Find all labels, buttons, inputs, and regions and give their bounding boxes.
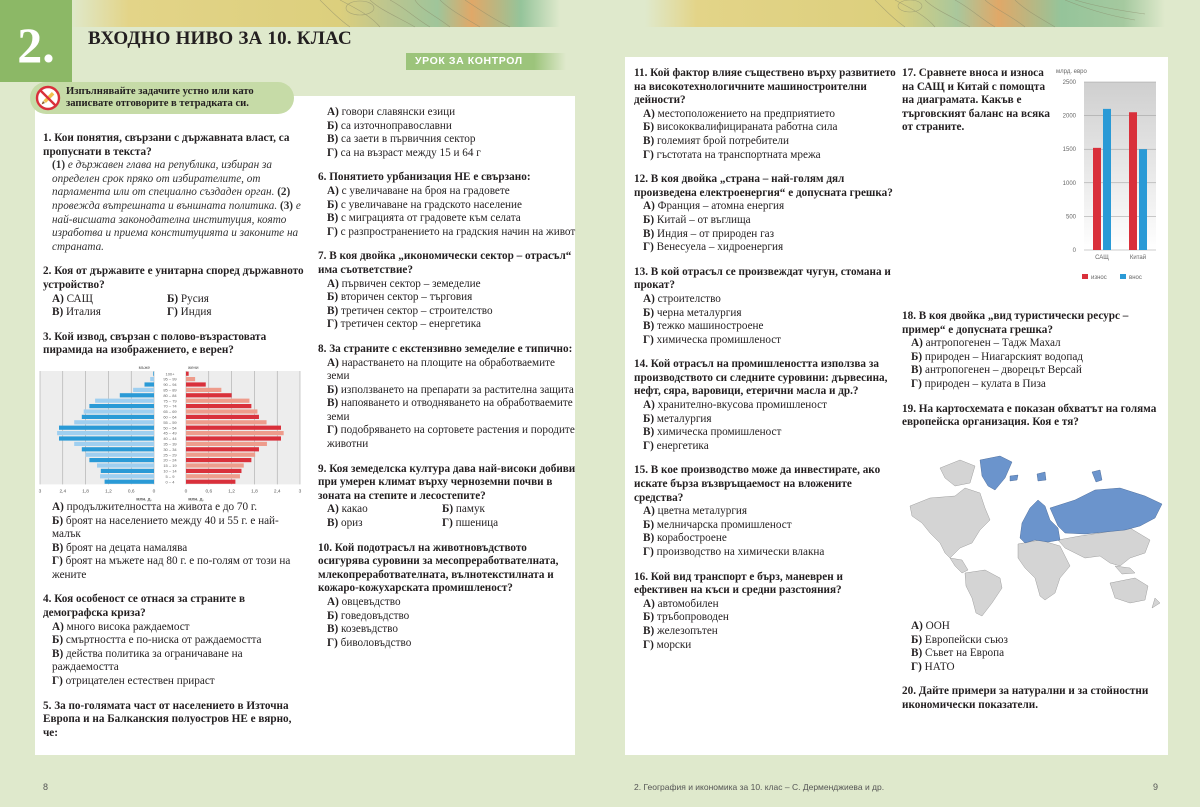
question-19-options (902, 620, 1164, 674)
trade-bar-chart (1052, 66, 1162, 291)
svg-text:1500: 1500 (1062, 147, 1076, 154)
option-d[interactable]: Г) Индия (167, 306, 212, 319)
option-d[interactable]: Г) природен – кулата в Пиза (911, 377, 1046, 390)
option-c[interactable]: В) козевъдство (327, 623, 398, 636)
svg-text:3: 3 (38, 489, 42, 495)
svg-text:10 – 14: 10 – 14 (163, 468, 177, 474)
svg-text:САЩ: САЩ (1095, 255, 1109, 261)
svg-text:1,2: 1,2 (105, 489, 112, 495)
contour-map-decoration (645, 0, 1165, 27)
option-b[interactable]: Б) използването на препарати за растителна защита (327, 383, 574, 396)
question-title: 2. Коя от държавите е унитарна според държавното устройство? (43, 265, 304, 291)
left-page-number: 8 (43, 782, 49, 792)
right-column-2 (902, 310, 1164, 441)
question-17 (902, 67, 1052, 135)
svg-text:5 – 9: 5 – 9 (165, 473, 175, 479)
question-title: 3. Кой извод, свързан с полово-възрастовата пирамида на изображението, е верен? (43, 330, 267, 357)
svg-text:90 – 94: 90 – 94 (163, 382, 177, 388)
option-b[interactable]: Б) с увеличаване на градското население (327, 198, 522, 211)
svg-text:мъже: мъже (138, 364, 150, 370)
question-5-options (318, 106, 580, 160)
question-title: 18. В коя двойка „вид туристически ресурс – пример“ е допусната грешка? (902, 310, 1129, 336)
option-a[interactable]: А) говори славянски езици (327, 106, 456, 118)
option-b[interactable]: Б) металургия (643, 412, 712, 425)
svg-text:95 – 99: 95 – 99 (163, 376, 177, 382)
question-5 (43, 700, 305, 741)
svg-text:30 – 34: 30 – 34 (163, 446, 177, 452)
question-9 (318, 463, 580, 531)
option-b[interactable]: Б) вторичен сектор – търговия (327, 291, 473, 304)
no-writing-icon (35, 85, 61, 111)
svg-text:60 – 64: 60 – 64 (163, 414, 177, 420)
option-d[interactable]: Г) броят на мъжете над 80 г. е по-голям от този на жените (52, 555, 291, 581)
right-page-number: 9 (1153, 782, 1159, 792)
svg-text:100+: 100+ (165, 371, 175, 377)
question-13 (634, 266, 896, 348)
option-a[interactable]: А) продължителността на живота е до 70 г. (52, 500, 258, 513)
option-c[interactable]: В) третичен сектор – строителство (327, 304, 493, 317)
option-a[interactable]: А) строителство (643, 292, 721, 305)
option-a[interactable]: А) цветна металургия (643, 505, 748, 518)
svg-text:2000: 2000 (1062, 113, 1076, 120)
option-d[interactable]: Г) подобряването на сортовете растения и породите животни (327, 424, 575, 451)
svg-text:2,4: 2,4 (59, 489, 67, 495)
option-c[interactable]: В) Индия – от природен газ (643, 227, 775, 240)
option-b[interactable]: Б) памук (442, 503, 485, 516)
option-c[interactable]: В) корабостроене (643, 532, 727, 545)
question-title: 12. В коя двойка „страна – най-голям дял произведена електроенергия“ е допусната грешка? (634, 173, 893, 199)
option-d[interactable]: Г) биволовъдство (327, 636, 412, 649)
option-b[interactable]: Б) Китай – от въглища (643, 213, 751, 226)
svg-text:0: 0 (184, 489, 188, 495)
option-b[interactable]: Б) говедовъдство (327, 609, 410, 622)
world-map (900, 448, 1170, 618)
question-title: 14. Кой отрасъл на промишлеността използва за производството си следните суровини: дървесина, нефт, сяра, варовици, етерични масла и др.? (634, 358, 888, 398)
option-a[interactable]: А) антропогенен – Тадж Махал (911, 337, 1061, 350)
question-title: 6. Понятието урбанизация НЕ е свързано: (318, 171, 531, 184)
question-2 (43, 265, 305, 319)
header-banner-right (645, 0, 1165, 27)
svg-text:35 – 39: 35 – 39 (163, 441, 177, 447)
question-3 (38, 330, 305, 583)
option-c[interactable]: В) са заети в първичния сектор (327, 133, 476, 146)
svg-text:1000: 1000 (1062, 180, 1076, 187)
left-column (38, 132, 305, 751)
question-7 (318, 250, 580, 332)
chapter-number: 2. (0, 0, 72, 82)
option-a[interactable]: А) много висока раждаемост (52, 620, 190, 633)
option-a[interactable]: А) какао (327, 503, 368, 516)
question-title: 20. Дайте примери за натурални и за стойностни икономически показатели. (902, 685, 1149, 711)
svg-text:40 – 44: 40 – 44 (163, 436, 177, 442)
question-1 (43, 132, 305, 254)
option-a[interactable]: А) овцевъдство (327, 596, 401, 608)
question-title: 7. В коя двойка „икономически сектор – отрасъл“ има съответствие? (318, 250, 572, 276)
option-d[interactable]: Г) са на възраст между 15 и 64 г (327, 146, 481, 159)
option-a[interactable]: А) автомобилен (643, 597, 719, 610)
question-title: 8. За страните с екстензивно земеделие е типично: (318, 342, 573, 355)
svg-text:70 – 74: 70 – 74 (163, 403, 177, 409)
question-18 (902, 310, 1164, 392)
question-12 (634, 173, 896, 255)
option-d[interactable]: Г) Венесуела – хидроенергия (643, 241, 784, 254)
option-b[interactable]: Б) броят на населението между 40 и 55 г. е най-малък (52, 514, 279, 541)
option-c[interactable]: В) действа политика за ограничаване на раждаемостта (52, 647, 243, 674)
option-d[interactable]: Г) морски (643, 638, 692, 651)
option-d[interactable]: Г) с разпространението на градския начин на живот (327, 225, 576, 238)
svg-text:20 – 24: 20 – 24 (163, 457, 177, 463)
svg-text:500: 500 (1065, 214, 1076, 221)
question-20 (902, 685, 1164, 712)
option-c[interactable]: В) Италия (52, 306, 101, 319)
header-banner-left (70, 0, 560, 27)
svg-text:1,8: 1,8 (251, 489, 258, 495)
option-d[interactable]: Г) третичен сектор – енергетика (327, 318, 481, 331)
svg-text:55 – 59: 55 – 59 (163, 419, 177, 425)
svg-text:2,4: 2,4 (273, 489, 281, 495)
question-4 (43, 593, 305, 688)
svg-text:25 – 29: 25 – 29 (163, 452, 177, 458)
population-pyramid-chart (36, 363, 304, 502)
question-title: 13. В кой отрасъл се произвеждат чугун, стомана и прокат? (634, 265, 891, 292)
option-b[interactable]: Б) смъртността е по-ниска от раждаемостта (52, 634, 262, 647)
svg-text:15 – 19: 15 – 19 (163, 463, 177, 469)
question-11 (634, 67, 896, 162)
svg-text:Китай: Китай (1129, 255, 1147, 261)
contour-map-decoration (70, 0, 560, 27)
option-b[interactable]: Б) висококвалифицираната работна сила (643, 121, 838, 134)
svg-text:45 – 49: 45 – 49 (163, 430, 177, 436)
option-b[interactable]: Б) са източноправославни (327, 119, 452, 132)
svg-text:внос: внос (1129, 275, 1142, 281)
question-title: 15. В кое производство може да инвестирате, ако искате бърза възвръщаемост на вложените средства? (634, 464, 881, 504)
question-title: 17. Сравнете вноса и износа на САЩ и Китай с помощта на диаграмата. Какъв е търговският баланс на всяка от страните. (902, 67, 1051, 134)
option-c[interactable]: В) броят на децата намалява (52, 541, 188, 554)
svg-text:2500: 2500 (1062, 80, 1076, 86)
option-c[interactable]: В) антропогенен – дворецът Версай (911, 364, 1082, 377)
option-c[interactable]: В) големият брой потребители (643, 134, 789, 147)
svg-text:жени: жени (188, 364, 199, 370)
instruction-note (30, 82, 294, 114)
option-b[interactable]: Б) тръбопроводен (643, 611, 729, 624)
question-title: 5. За по-голямата част от населението в Източна Европа и на Балканския полуостров НЕ е вярно, че: (43, 699, 292, 739)
option-c[interactable]: В) железопътен (643, 624, 718, 637)
svg-text:0: 0 (1072, 248, 1076, 254)
option-b[interactable]: Б) мелничарска промишленост (643, 518, 792, 531)
option-a[interactable]: А) хранително-вкусова промишленост (643, 399, 827, 412)
instruction-text: Изпълнявайте задачите устно или като записвате отговорите в тетрадката си. (66, 85, 254, 109)
question-1-text: (1) е държавен глава на република, избиран за определен срок пряко от избирателите, от парламента или от специално създаден орган. (2) провежда вътрешната и външната политика. (3) е най-висшата законодателна институция, която изработва и приема конституцията и законите на страната. (52, 159, 301, 253)
option-b[interactable]: Б) Европейски съюз (911, 633, 1008, 646)
option-d[interactable]: Г) отрицателен естествен прираст (52, 675, 215, 688)
question-14 (634, 358, 896, 453)
svg-text:0: 0 (152, 489, 156, 495)
svg-text:0,6: 0,6 (205, 489, 213, 495)
option-a[interactable]: А) местоположението на предприятието (643, 107, 835, 120)
option-c[interactable]: В) ориз (327, 517, 363, 530)
option-d[interactable]: Г) пшеница (442, 517, 499, 530)
question-16 (634, 571, 896, 653)
option-d[interactable]: Г) производство на химически влакна (643, 546, 825, 558)
lesson-tag: УРОК ЗА КОНТРОЛ (406, 53, 566, 70)
svg-text:85 – 89: 85 – 89 (163, 387, 177, 393)
option-d[interactable]: Г) енергетика (643, 439, 709, 452)
svg-text:млн. д.: млн. д. (188, 496, 204, 502)
question-title: 1. Кои понятия, свързани с държавната власт, са пропуснати в текста? (43, 132, 290, 158)
option-c[interactable]: В) химическа промишленост (643, 426, 782, 439)
question-19 (902, 403, 1164, 430)
right-column-1 (634, 67, 896, 663)
option-c[interactable]: В) напояването и отводняването на обработваемите земи (327, 397, 573, 423)
option-b[interactable]: Б) черна металургия (643, 306, 742, 319)
option-c[interactable]: В) тежко машиностроене (643, 320, 764, 333)
question-title: 19. На картосхемата е показан обхватът на голяма европейска организация. Коя е тя? (902, 402, 1157, 429)
svg-text:млрд. евро: млрд. евро (1056, 69, 1087, 75)
right-column-3 (902, 620, 1164, 724)
option-a[interactable]: А) първичен сектор – земеделие (327, 277, 481, 290)
middle-column (318, 106, 580, 661)
svg-text:износ: износ (1091, 275, 1107, 281)
trade-bar-chart-svg (1052, 66, 1162, 291)
question-title: 9. Коя земеделска култура дава най-високи добиви при умерен климат върху черноземни почви в зоната на степите и лесостепите? (318, 462, 576, 502)
question-title: 10. Кой подотрасъл на животновъдството осигурява суровини за месопреработвателната, млекопреработвателната, вълнотекстилната и кожаро-кожухарската промишленост? (318, 541, 559, 595)
option-d[interactable]: Г) гъстотата на транспортната мрежа (643, 148, 821, 161)
option-d[interactable]: Г) химическа промишленост (643, 333, 782, 346)
option-a[interactable]: А) нарастването на площите на обработваемите земи (327, 356, 555, 383)
option-a[interactable]: А) с увеличаване на броя на градовете (327, 184, 510, 197)
svg-text:50 – 54: 50 – 54 (163, 425, 177, 431)
option-c[interactable]: В) Съвет на Европа (911, 647, 1005, 660)
question-8 (318, 343, 580, 452)
option-c[interactable]: В) с миграцията от градовете към селата (327, 212, 521, 225)
option-a[interactable]: А) Франция – атомна енергия (643, 200, 785, 213)
question-6 (318, 171, 580, 239)
option-d[interactable]: Г) НАТО (911, 660, 955, 673)
world-map-svg (900, 448, 1170, 618)
svg-text:1,2: 1,2 (228, 489, 235, 495)
option-a[interactable]: А) ООН (911, 620, 950, 632)
option-b[interactable]: Б) природен – Ниагарският водопад (911, 350, 1083, 363)
question-title: 11. Кой фактор влияе съществено върху развитието на високотехнологичните машиностроителни дейности? (634, 67, 896, 107)
question-title: 4. Коя особеност се отнася за страните в демографска криза? (43, 593, 245, 620)
svg-text:0,6: 0,6 (127, 489, 135, 495)
book-caption: 2. География и икономика за 10. клас – С. Дерменджиева и др. (634, 782, 885, 792)
chapter-title: ВХОДНО НИВО ЗА 10. КЛАС (88, 28, 352, 49)
svg-text:млн. д.: млн. д. (136, 496, 152, 502)
svg-text:3: 3 (298, 489, 302, 495)
option-a[interactable]: А) САЩ (52, 292, 93, 305)
svg-text:1,8: 1,8 (82, 489, 89, 495)
option-b[interactable]: Б) Русия (167, 292, 209, 305)
question-15 (634, 464, 896, 559)
svg-text:65 – 69: 65 – 69 (163, 409, 177, 415)
svg-text:0 – 4: 0 – 4 (165, 479, 175, 485)
population-pyramid-svg (36, 363, 304, 502)
svg-text:75 – 79: 75 – 79 (163, 398, 177, 404)
svg-text:80 – 84: 80 – 84 (163, 392, 177, 398)
question-10 (318, 542, 580, 651)
question-title: 16. Кой вид транспорт е бърз, маневрен и ефективен на къси и средни разстояния? (634, 570, 843, 597)
